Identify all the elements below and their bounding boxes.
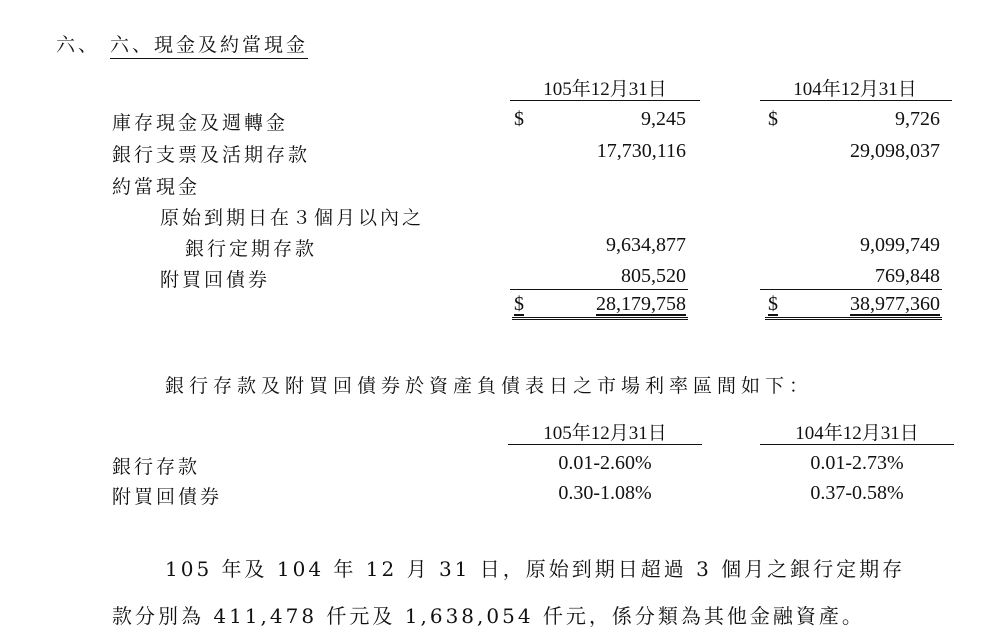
row-repo-bonds-value1: 805,520 xyxy=(621,265,686,287)
table2-col2-header-rule xyxy=(760,444,954,445)
paragraph-line1: 105 年及 104 年 12 月 31 日，原始到期日超過 3 個月之銀行定期存 xyxy=(165,557,906,581)
row-time-deposits-label: 銀行定期存款 xyxy=(185,238,318,260)
row-repo-bonds-label: 附買回債券 xyxy=(160,269,271,291)
rate-row-repo-bonds-label: 附買回債券 xyxy=(112,486,223,508)
total-double-rule-col2 xyxy=(765,317,942,320)
row-checking-deposits-label: 銀行支票及活期存款 xyxy=(112,144,311,166)
row-original-maturity-label: 原始到期日在３個月以內之 xyxy=(160,207,425,229)
rate-row-bank-deposits-value1: 0.01-2.60% xyxy=(558,452,652,474)
total-currency2: $ xyxy=(768,293,778,315)
table1-col2-header: 104年12月31日 xyxy=(793,79,917,100)
row-cash-on-hand-currency2: $ xyxy=(768,108,778,130)
total-value1: 28,179,758 xyxy=(596,293,686,315)
paragraph-line2: 款分別為 411,478 仟元及 1,638,054 仟元，係分類為其他金融資產。 xyxy=(112,604,865,628)
rate-intro-text: 銀行存款及附買回債券於資產負債表日之市場利率區間如下： xyxy=(165,375,814,397)
total-value2: 38,977,360 xyxy=(850,293,940,315)
row-checking-deposits-value1: 17,730,116 xyxy=(596,140,686,162)
row-checking-deposits-value2: 29,098,037 xyxy=(850,140,940,162)
row-cash-on-hand-value2: 9,726 xyxy=(895,108,940,130)
section-number: 六、 xyxy=(56,34,101,56)
total-currency1: $ xyxy=(514,293,524,315)
table1-col1-header-rule xyxy=(510,100,700,101)
row-time-deposits-value2: 9,099,749 xyxy=(860,234,940,256)
row-cash-on-hand-currency1: $ xyxy=(514,108,524,130)
subtotal-rule-col1 xyxy=(510,289,688,290)
table1-col1-header: 105年12月31日 xyxy=(543,79,667,100)
section-title: 六、現金及約當現金 xyxy=(110,30,308,59)
total-double-rule-col1 xyxy=(512,317,688,320)
rate-row-bank-deposits-label: 銀行存款 xyxy=(112,456,201,478)
table2-col1-header: 105年12月31日 xyxy=(543,423,667,444)
row-time-deposits-value1: 9,634,877 xyxy=(606,234,686,256)
rate-row-repo-bonds-value2: 0.37-0.58% xyxy=(810,482,904,504)
row-cash-equivalents-label: 約當現金 xyxy=(112,176,201,198)
subtotal-rule-col2 xyxy=(760,289,942,290)
rate-row-repo-bonds-value1: 0.30-1.08% xyxy=(558,482,652,504)
table1-col2-header-rule xyxy=(760,100,952,101)
row-repo-bonds-value2: 769,848 xyxy=(875,265,940,287)
rate-row-bank-deposits-value2: 0.01-2.73% xyxy=(810,452,904,474)
table2-col1-header-rule xyxy=(508,444,702,445)
table2-col2-header: 104年12月31日 xyxy=(795,423,919,444)
row-cash-on-hand-label: 庫存現金及週轉金 xyxy=(112,112,289,134)
row-cash-on-hand-value1: 9,245 xyxy=(641,108,686,130)
